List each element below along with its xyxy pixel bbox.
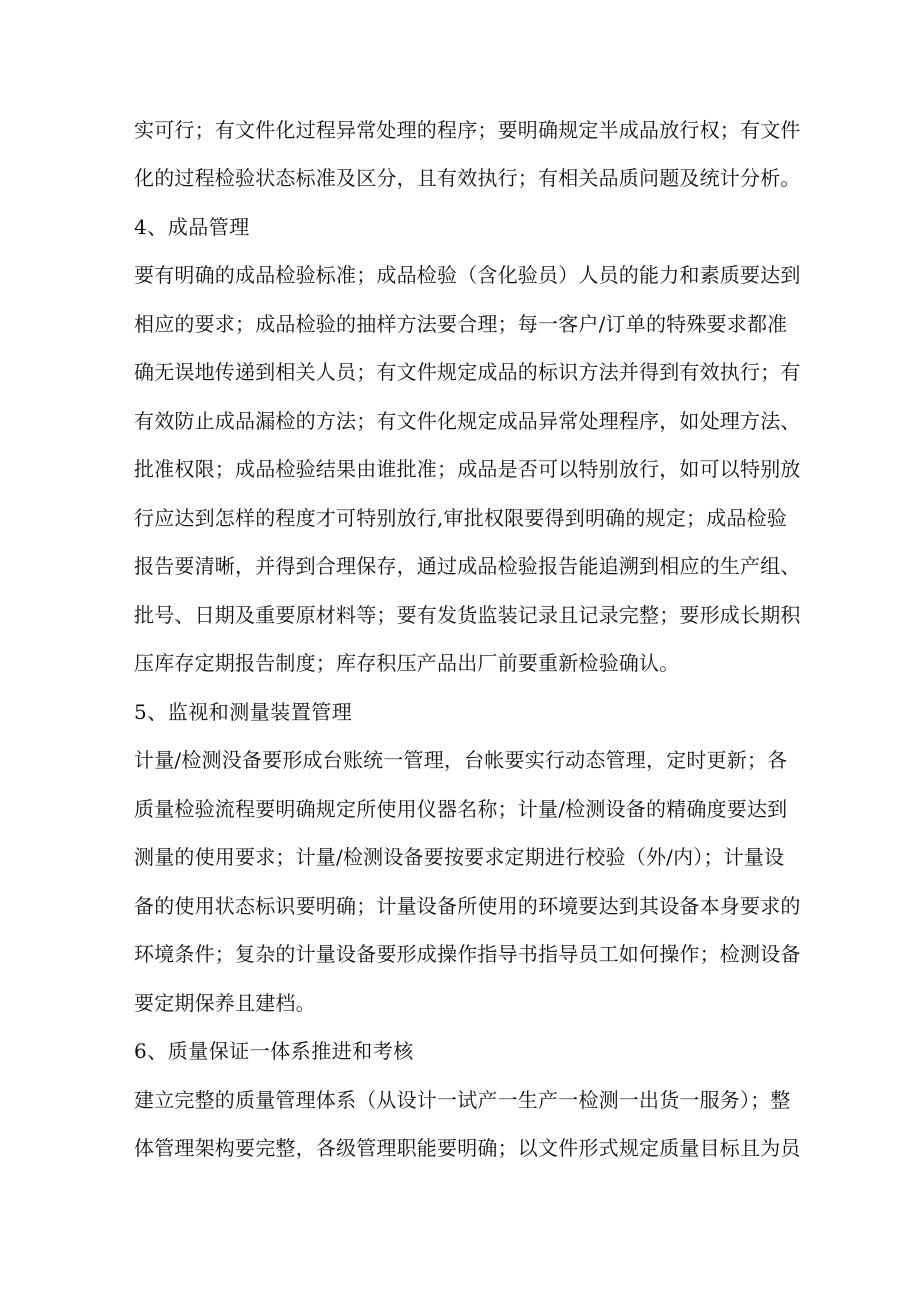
- section-heading-quality-system: 6、质量保证一体系推进和考核: [134, 1039, 414, 1063]
- body-line: 要定期保养且建档。: [134, 991, 316, 1015]
- body-line: 备的使用状态标识要明确；计量设备所使用的环境要达到其设备本身要求的: [134, 894, 801, 918]
- body-line: 质量检验流程要明确规定所使用仪器名称；计量/检测设备的精确度要达到: [134, 797, 788, 821]
- body-line: 化的过程检验状态标准及区分，且有效执行；有相关品质问题及统计分析。: [134, 166, 801, 190]
- body-line: 测量的使用要求；计量/检测设备要按要求定期进行校验（外/内）；计量设: [134, 845, 785, 869]
- body-line: 行应达到怎样的程度才可特别放行,审批权限要得到明确的规定；成品检验: [134, 506, 787, 530]
- body-line: 环境条件；复杂的计量设备要形成操作指导书指导员工如何操作；检测设备: [134, 942, 801, 966]
- body-line: 计量/检测没备要形成台账统一管理，台帐要实行动态管理，定时更新；各: [134, 748, 788, 772]
- body-line: 要有明确的成品检验标准；成品检验（含化验员）人员的能力和素质要达到: [134, 263, 801, 287]
- body-line: 压库存定期报告制度；库存积压产品出厂前要重新检验确认。: [134, 651, 680, 675]
- section-heading-measurement-devices: 5、监视和测量装置管理: [134, 700, 353, 724]
- body-line: 相应的要求；成品检验的抽样方法要合理；每一客户/订单的特殊要求都准: [134, 312, 788, 336]
- body-line: 批准权限；成品检验结果由谁批准；成品是否可以特别放行，如可以特别放: [134, 457, 801, 481]
- body-line: 体管理架构要完整，各级管理职能要明确；以文件形式规定质量目标且为员: [134, 1136, 801, 1160]
- body-line: 报告要清晰，并得到合理保存，通过成品检验报告能追溯到相应的生产组、: [134, 554, 801, 578]
- body-line: 有效防止成品漏检的方法；有文件化规定成品异常处理程序，如处理方法、: [134, 409, 801, 433]
- body-line: 建立完整的质量管理体系（从设计一试产一生产一检测一出货一服务）；整: [134, 1088, 791, 1112]
- section-heading-finished-products: 4、成品管理: [134, 215, 250, 239]
- body-line: 实可行；有文件化过程异常处理的程序；要明确规定半成品放行权；有文件: [134, 118, 801, 142]
- body-line: 确无误地传递到相关人员；有文件规定成品的标识方法并得到有效执行；有: [134, 360, 801, 384]
- body-line: 批号、日期及重要原材料等；要有发货监装记录且记录完整；要形成长期积: [134, 603, 801, 627]
